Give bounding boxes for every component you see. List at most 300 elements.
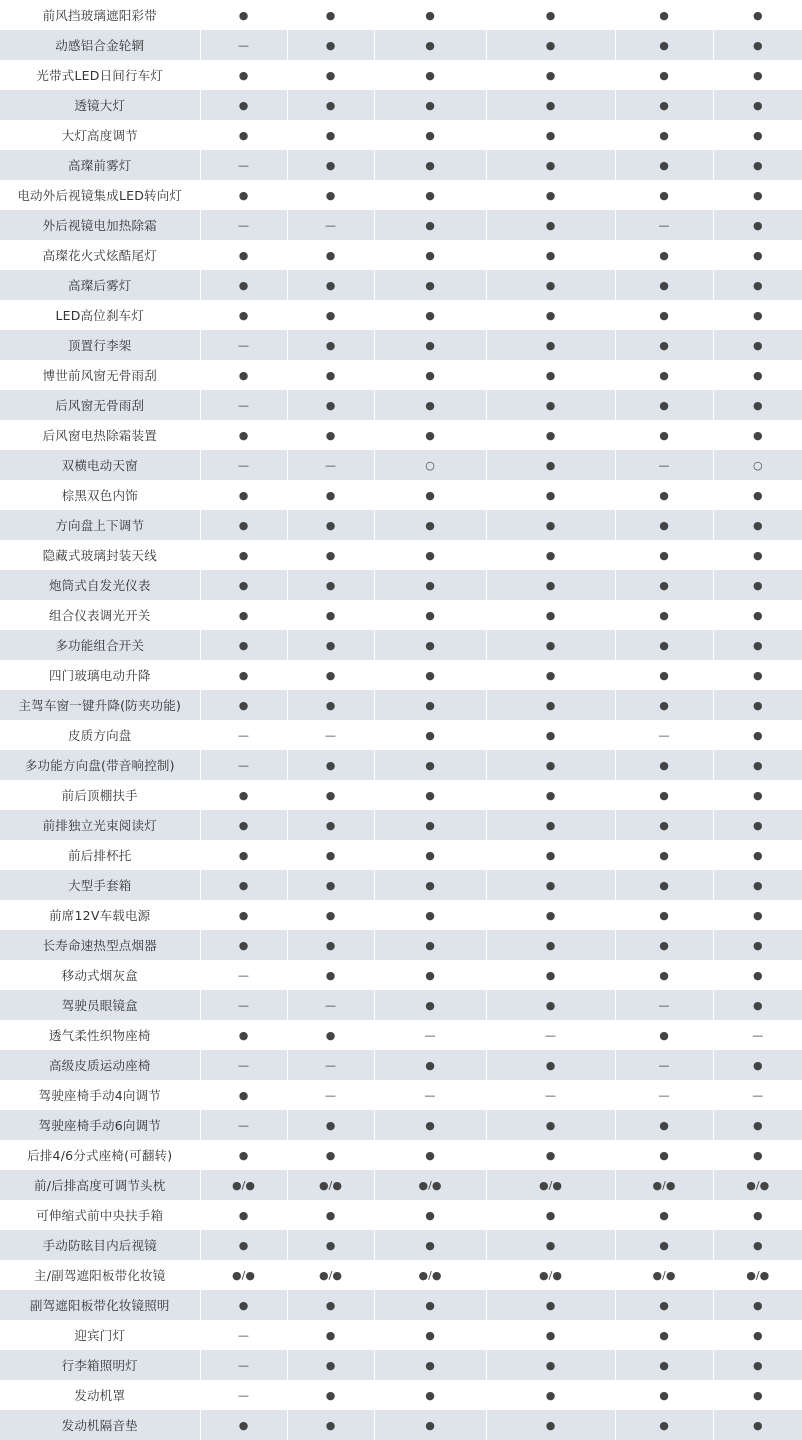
trim-value-cell: ● (287, 1200, 374, 1230)
feature-name: 长寿命速热型点烟器 (0, 930, 200, 960)
trim-value-cell: ● (287, 120, 374, 150)
table-row (0, 1170, 802, 1200)
trim-value-cell: ● (486, 60, 615, 90)
trim-value-cell: ● (486, 0, 615, 30)
trim-value-cell: ● (287, 150, 374, 180)
trim-value-cell: ● (615, 30, 713, 60)
trim-value-cell: ● (615, 180, 713, 210)
trim-value-cell: ● (713, 1050, 802, 1080)
table-row (0, 270, 802, 300)
trim-value-cell: — (374, 1020, 486, 1050)
trim-value-cell: ● (287, 540, 374, 570)
table-row (0, 540, 802, 570)
trim-value-cell: — (200, 390, 287, 420)
trim-value-cell: ● (486, 450, 615, 480)
trim-value-cell: ● (713, 210, 802, 240)
trim-value-cell: ● (486, 570, 615, 600)
trim-value-cell: ● (615, 570, 713, 600)
feature-name: 大型手套箱 (0, 870, 200, 900)
trim-value-cell: ● (486, 30, 615, 60)
table-row (0, 360, 802, 390)
feature-name: 行李箱照明灯 (0, 1350, 200, 1380)
trim-value-cell: ● (615, 0, 713, 30)
trim-value-cell: ● (374, 630, 486, 660)
trim-value-cell: — (615, 1050, 713, 1080)
trim-value-cell: ● (713, 1350, 802, 1380)
table-row (0, 0, 802, 30)
feature-name: 副驾遮阳板带化妆镜照明 (0, 1290, 200, 1320)
trim-value-cell: ● (200, 90, 287, 120)
feature-name: 主驾车窗一键升降(防夹功能) (0, 690, 200, 720)
trim-value-cell: ● (615, 300, 713, 330)
trim-value-cell: ● (374, 960, 486, 990)
trim-value-cell: ● (200, 270, 287, 300)
trim-value-cell: ● (486, 840, 615, 870)
trim-value-cell: ● (713, 120, 802, 150)
feature-name: 隐藏式玻璃封装天线 (0, 540, 200, 570)
table-row (0, 990, 802, 1020)
trim-value-cell: ● (615, 60, 713, 90)
trim-value-cell: ● (200, 60, 287, 90)
feature-name: 迎宾门灯 (0, 1320, 200, 1350)
trim-value-cell: ● (486, 1380, 615, 1410)
feature-name: 顶置行李架 (0, 330, 200, 360)
trim-value-cell: ● (374, 540, 486, 570)
table-row (0, 1230, 802, 1260)
trim-value-cell: ● (615, 420, 713, 450)
trim-value-cell: ● (615, 750, 713, 780)
trim-value-cell: — (200, 720, 287, 750)
trim-value-cell: ●/● (713, 1260, 802, 1290)
table-row (0, 720, 802, 750)
trim-value-cell: ● (486, 90, 615, 120)
feature-name: 发动机隔音垫 (0, 1410, 200, 1440)
feature-name: 高级皮质运动座椅 (0, 1050, 200, 1080)
trim-value-cell: ● (374, 90, 486, 120)
trim-value-cell: ● (615, 360, 713, 390)
trim-value-cell: ● (615, 1230, 713, 1260)
feature-name: 后风窗电热除霜装置 (0, 420, 200, 450)
feature-name: 光带式LED日间行车灯 (0, 60, 200, 90)
table-row (0, 600, 802, 630)
trim-value-cell: ● (713, 240, 802, 270)
trim-value-cell: ● (486, 330, 615, 360)
trim-value-cell: ● (713, 180, 802, 210)
table-row (0, 780, 802, 810)
trim-value-cell: ● (200, 540, 287, 570)
trim-value-cell: — (200, 1380, 287, 1410)
trim-value-cell: ● (200, 930, 287, 960)
trim-value-cell: ● (615, 900, 713, 930)
trim-value-cell: — (287, 1050, 374, 1080)
trim-value-cell: ● (374, 480, 486, 510)
trim-value-cell: ● (374, 870, 486, 900)
trim-value-cell: ● (615, 120, 713, 150)
trim-value-cell: ● (200, 510, 287, 540)
trim-value-cell: ● (615, 90, 713, 120)
trim-value-cell: ● (374, 750, 486, 780)
trim-value-cell: ● (200, 480, 287, 510)
feature-name: 组合仪表调光开关 (0, 600, 200, 630)
table-row (0, 210, 802, 240)
trim-value-cell: ● (486, 1110, 615, 1140)
trim-value-cell: ● (287, 600, 374, 630)
table-row (0, 60, 802, 90)
trim-value-cell: ● (374, 360, 486, 390)
feature-name: 大灯高度调节 (0, 120, 200, 150)
trim-value-cell: ● (200, 570, 287, 600)
trim-value-cell: ● (486, 120, 615, 150)
trim-value-cell: ● (287, 90, 374, 120)
trim-value-cell: ● (713, 150, 802, 180)
feature-name: 高璨花火式炫酷尾灯 (0, 240, 200, 270)
trim-value-cell: ● (486, 1290, 615, 1320)
trim-value-cell: ● (486, 240, 615, 270)
trim-value-cell: ● (615, 540, 713, 570)
trim-value-cell: ●/● (374, 1170, 486, 1200)
trim-value-cell: ● (713, 60, 802, 90)
trim-value-cell: ● (287, 1110, 374, 1140)
trim-value-cell: ● (287, 60, 374, 90)
trim-value-cell: ● (374, 210, 486, 240)
trim-value-cell: ● (200, 870, 287, 900)
trim-value-cell: ● (486, 960, 615, 990)
trim-value-cell: ● (287, 180, 374, 210)
table-row (0, 450, 802, 480)
trim-value-cell: ● (287, 1410, 374, 1440)
trim-value-cell: ● (713, 510, 802, 540)
trim-value-cell: ● (713, 1230, 802, 1260)
trim-value-cell: ● (486, 360, 615, 390)
trim-value-cell: ● (200, 300, 287, 330)
trim-value-cell: ● (287, 1020, 374, 1050)
trim-value-cell: ● (615, 1350, 713, 1380)
feature-name: 炮筒式自发光仪表 (0, 570, 200, 600)
trim-value-cell: ● (374, 1290, 486, 1320)
trim-value-cell: — (200, 1110, 287, 1140)
trim-value-cell: ● (287, 870, 374, 900)
trim-value-cell: ●/● (615, 1170, 713, 1200)
trim-value-cell: ● (486, 1320, 615, 1350)
trim-value-cell: — (287, 450, 374, 480)
trim-value-cell: ●/● (374, 1260, 486, 1290)
trim-value-cell: ● (200, 900, 287, 930)
trim-value-cell: ● (374, 810, 486, 840)
trim-value-cell: ●/● (486, 1170, 615, 1200)
table-row (0, 1350, 802, 1380)
feature-name: 前后顶棚扶手 (0, 780, 200, 810)
trim-value-cell: ● (287, 1320, 374, 1350)
trim-value-cell: ● (374, 1410, 486, 1440)
trim-value-cell: — (200, 1320, 287, 1350)
trim-value-cell: ● (615, 840, 713, 870)
feature-name: 可伸缩式前中央扶手箱 (0, 1200, 200, 1230)
table-row (0, 1410, 802, 1440)
trim-value-cell: ● (200, 690, 287, 720)
trim-value-cell: ● (713, 0, 802, 30)
trim-value-cell: — (200, 750, 287, 780)
trim-value-cell: ● (374, 1350, 486, 1380)
trim-value-cell: ● (615, 810, 713, 840)
trim-value-cell: ●/● (200, 1260, 287, 1290)
trim-value-cell: — (713, 1020, 802, 1050)
trim-value-cell: ● (713, 90, 802, 120)
trim-value-cell: — (287, 1080, 374, 1110)
trim-value-cell: ● (200, 1020, 287, 1050)
feature-name: 主/副驾遮阳板带化妆镜 (0, 1260, 200, 1290)
trim-value-cell: ● (374, 570, 486, 600)
table-row (0, 420, 802, 450)
trim-value-cell: ● (374, 1320, 486, 1350)
feature-name: 前风挡玻璃遮阳彩带 (0, 0, 200, 30)
trim-value-cell: ● (374, 1380, 486, 1410)
trim-value-cell: ● (374, 420, 486, 450)
trim-value-cell: ● (374, 660, 486, 690)
trim-value-cell: ● (486, 660, 615, 690)
trim-value-cell: ● (200, 780, 287, 810)
trim-value-cell: ● (615, 1200, 713, 1230)
trim-value-cell: ● (615, 960, 713, 990)
trim-value-cell: — (486, 1020, 615, 1050)
trim-value-cell: ● (615, 660, 713, 690)
trim-value-cell: ● (287, 630, 374, 660)
trim-value-cell: — (486, 1080, 615, 1110)
table-row (0, 30, 802, 60)
trim-value-cell: ● (374, 690, 486, 720)
trim-value-cell: ● (374, 60, 486, 90)
trim-value-cell: ● (374, 30, 486, 60)
trim-value-cell: ● (713, 1410, 802, 1440)
trim-value-cell: ● (486, 600, 615, 630)
trim-value-cell: ● (374, 900, 486, 930)
trim-value-cell: ● (713, 720, 802, 750)
trim-value-cell: — (200, 330, 287, 360)
table-row (0, 1050, 802, 1080)
trim-value-cell: ● (486, 420, 615, 450)
trim-value-cell: ● (200, 660, 287, 690)
trim-value-cell: ● (615, 480, 713, 510)
trim-value-cell: ● (713, 1200, 802, 1230)
trim-value-cell: ● (374, 1230, 486, 1260)
table-row (0, 1080, 802, 1110)
trim-value-cell: ● (374, 150, 486, 180)
trim-value-cell: ● (200, 600, 287, 630)
table-row (0, 930, 802, 960)
trim-value-cell: — (615, 990, 713, 1020)
trim-value-cell: ● (486, 930, 615, 960)
trim-value-cell: ● (615, 690, 713, 720)
trim-value-cell: ● (374, 780, 486, 810)
trim-value-cell: ● (287, 1350, 374, 1380)
trim-value-cell: ● (713, 690, 802, 720)
trim-value-cell: — (374, 1080, 486, 1110)
trim-value-cell: ● (287, 660, 374, 690)
trim-value-cell: ● (713, 1290, 802, 1320)
feature-name: 多功能方向盘(带音响控制) (0, 750, 200, 780)
trim-value-cell: ● (374, 300, 486, 330)
feature-name: 皮质方向盘 (0, 720, 200, 750)
feature-name: 双横电动天窗 (0, 450, 200, 480)
trim-value-cell: ● (486, 480, 615, 510)
trim-value-cell: ● (713, 990, 802, 1020)
feature-name: 四门玻璃电动升降 (0, 660, 200, 690)
trim-value-cell: — (287, 720, 374, 750)
trim-value-cell: ● (615, 1140, 713, 1170)
feature-name: 发动机罩 (0, 1380, 200, 1410)
trim-value-cell: ● (200, 1200, 287, 1230)
trim-value-cell: ● (713, 960, 802, 990)
trim-value-cell: ● (374, 930, 486, 960)
trim-value-cell: — (200, 30, 287, 60)
feature-name: 前/后排高度可调节头枕 (0, 1170, 200, 1200)
trim-value-cell: ● (287, 330, 374, 360)
table-row (0, 960, 802, 990)
feature-name: LED高位刹车灯 (0, 300, 200, 330)
feature-name: 驾驶员眼镜盒 (0, 990, 200, 1020)
trim-value-cell: ● (287, 270, 374, 300)
feature-name: 移动式烟灰盒 (0, 960, 200, 990)
trim-value-cell: ● (200, 1410, 287, 1440)
table-row (0, 1200, 802, 1230)
trim-value-cell: ● (200, 840, 287, 870)
feature-name: 透气柔性织物座椅 (0, 1020, 200, 1050)
feature-name: 驾驶座椅手动4向调节 (0, 1080, 200, 1110)
trim-value-cell: ● (713, 420, 802, 450)
trim-value-cell: ●/● (713, 1170, 802, 1200)
trim-value-cell: — (200, 450, 287, 480)
trim-value-cell: ● (615, 240, 713, 270)
table-row (0, 900, 802, 930)
trim-value-cell: ● (486, 990, 615, 1020)
trim-value-cell: ● (713, 300, 802, 330)
trim-value-cell: ● (486, 900, 615, 930)
trim-value-cell: ● (615, 150, 713, 180)
feature-name: 外后视镜电加热除霜 (0, 210, 200, 240)
trim-value-cell: ● (486, 300, 615, 330)
trim-value-cell: ● (713, 570, 802, 600)
trim-value-cell: ● (287, 0, 374, 30)
trim-value-cell: ● (200, 240, 287, 270)
table-row (0, 660, 802, 690)
trim-value-cell: ● (287, 300, 374, 330)
trim-value-cell: ● (200, 1290, 287, 1320)
trim-value-cell: ● (713, 870, 802, 900)
trim-value-cell: — (713, 1080, 802, 1110)
trim-value-cell: — (615, 450, 713, 480)
feature-name: 高璨后雾灯 (0, 270, 200, 300)
feature-name: 透镜大灯 (0, 90, 200, 120)
trim-value-cell: — (287, 990, 374, 1020)
trim-value-cell: ● (486, 180, 615, 210)
trim-value-cell: ● (615, 1290, 713, 1320)
feature-name: 后排4/6分式座椅(可翻转) (0, 1140, 200, 1170)
feature-name: 后风窗无骨雨刮 (0, 390, 200, 420)
trim-value-cell: ●/● (287, 1170, 374, 1200)
trim-value-cell: ○ (374, 450, 486, 480)
trim-value-cell: ● (486, 1410, 615, 1440)
trim-value-cell: ● (287, 420, 374, 450)
feature-name: 前席12V车载电源 (0, 900, 200, 930)
trim-value-cell: ● (615, 270, 713, 300)
trim-value-cell: ● (374, 270, 486, 300)
trim-value-cell: ● (200, 180, 287, 210)
trim-value-cell: ● (287, 510, 374, 540)
trim-value-cell: ● (713, 270, 802, 300)
trim-value-cell: ● (287, 900, 374, 930)
trim-value-cell: ● (287, 1380, 374, 1410)
table-row (0, 750, 802, 780)
trim-value-cell: — (200, 960, 287, 990)
trim-value-cell: ● (374, 1200, 486, 1230)
trim-value-cell: ● (287, 690, 374, 720)
trim-value-cell: ●/● (615, 1260, 713, 1290)
trim-value-cell: ● (287, 480, 374, 510)
trim-value-cell: ● (287, 750, 374, 780)
table-row (0, 810, 802, 840)
table-row (0, 690, 802, 720)
trim-value-cell: ● (200, 1230, 287, 1260)
trim-value-cell: ● (713, 330, 802, 360)
trim-value-cell: ● (287, 810, 374, 840)
table-row (0, 1140, 802, 1170)
trim-value-cell: ● (374, 840, 486, 870)
trim-value-cell: ● (200, 810, 287, 840)
trim-value-cell: ● (486, 510, 615, 540)
trim-value-cell: ● (615, 510, 713, 540)
trim-value-cell: ● (200, 0, 287, 30)
trim-value-cell: ● (287, 570, 374, 600)
trim-value-cell: — (615, 210, 713, 240)
trim-value-cell: ● (374, 120, 486, 150)
trim-value-cell: ● (486, 1230, 615, 1260)
trim-value-cell: ● (615, 630, 713, 660)
trim-value-cell: ● (486, 690, 615, 720)
table-row (0, 870, 802, 900)
trim-value-cell: ○ (713, 450, 802, 480)
trim-value-cell: ● (486, 150, 615, 180)
trim-value-cell: — (200, 1350, 287, 1380)
feature-name: 棕黑双色内饰 (0, 480, 200, 510)
trim-value-cell: ● (486, 1350, 615, 1380)
trim-value-cell: ● (615, 390, 713, 420)
table-row (0, 1020, 802, 1050)
trim-value-cell: ● (713, 1110, 802, 1140)
trim-value-cell: ●/● (200, 1170, 287, 1200)
trim-value-cell: ● (374, 330, 486, 360)
trim-value-cell: ● (615, 600, 713, 630)
trim-value-cell: ● (615, 330, 713, 360)
trim-value-cell: ● (486, 210, 615, 240)
feature-name: 多功能组合开关 (0, 630, 200, 660)
trim-value-cell: ● (374, 600, 486, 630)
table-row (0, 630, 802, 660)
feature-name: 手动防眩目内后视镜 (0, 1230, 200, 1260)
trim-value-cell: ● (287, 1290, 374, 1320)
table-row (0, 480, 802, 510)
table-row (0, 120, 802, 150)
table-row (0, 390, 802, 420)
table-row (0, 1110, 802, 1140)
trim-value-cell: ● (615, 1380, 713, 1410)
trim-value-cell: ● (713, 900, 802, 930)
trim-value-cell: ● (486, 870, 615, 900)
trim-value-cell: ● (713, 480, 802, 510)
table-row (0, 840, 802, 870)
trim-value-cell: ● (713, 360, 802, 390)
trim-value-cell: ● (374, 1140, 486, 1170)
feature-name: 前后排杯托 (0, 840, 200, 870)
table-row (0, 180, 802, 210)
